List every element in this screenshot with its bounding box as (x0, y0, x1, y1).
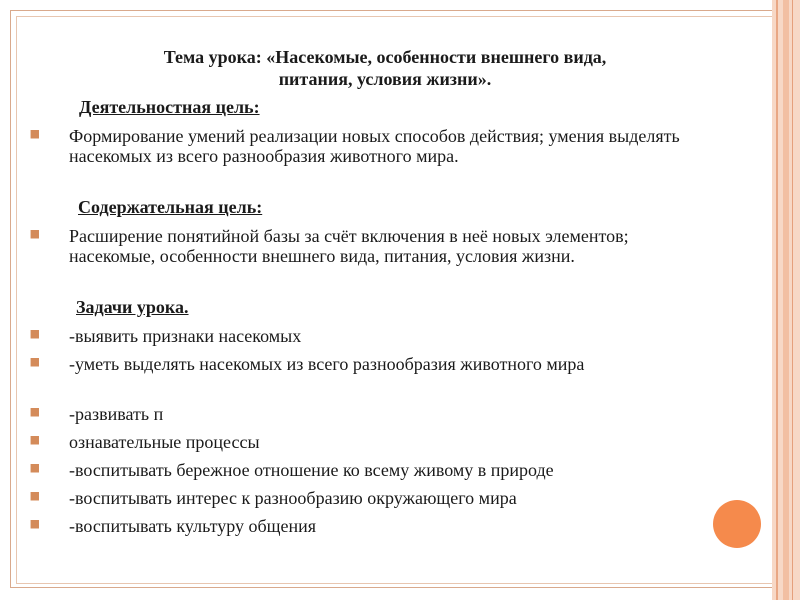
bullet-icon: ⯀ (30, 406, 40, 420)
bullet-icon: ⯀ (30, 328, 40, 342)
heading-lesson-tasks: Задачи урока. (76, 297, 189, 317)
decorative-orange-circle (713, 500, 761, 548)
task-text: -воспитывать бережное отношение ко всему живому в природе (69, 460, 554, 480)
decorative-side-line (776, 0, 778, 600)
bullet-icon: ⯀ (30, 490, 40, 504)
decorative-side-line (783, 0, 789, 600)
bullet-icon: ⯀ (30, 228, 40, 242)
task-text: -воспитывать интерес к разнообразию окружающего мира (69, 488, 517, 508)
task-text: -воспитывать культуру общения (69, 516, 317, 536)
lesson-title-line1: Тема урока: «Насекомые, особенности внешнего вида, (163, 47, 607, 67)
task-text: ознавательные процессы (69, 432, 260, 452)
bullet-icon: ⯀ (30, 462, 40, 476)
heading-activity-goal: Деятельностная цель: (79, 97, 260, 117)
task-text: -уметь выделять насекомых из всего разнообразия животного мира (69, 354, 585, 374)
activity-goal-text: Формирование умений реализации новых способов действия; умения выделять насекомых из всего разнообразия животного мира. (69, 126, 680, 166)
task-text: -развивать п (69, 404, 164, 424)
bullet-icon: ⯀ (30, 128, 40, 142)
heading-content-goal: Содержательная цель: (78, 197, 263, 217)
task-text: -выявить признаки насекомых (69, 326, 302, 346)
decorative-side-line (792, 0, 793, 600)
lesson-title-line2: питания, условия жизни». (278, 69, 492, 89)
bullet-icon: ⯀ (30, 518, 40, 532)
lesson-title (40, 46, 730, 90)
content-goal-text: Расширение понятийной базы за счёт включения в неё новых элементов; насекомые, особенности внешнего вида, питания, условия жизни. (69, 226, 629, 266)
bullet-icon: ⯀ (30, 434, 40, 448)
bullet-icon: ⯀ (30, 356, 40, 370)
